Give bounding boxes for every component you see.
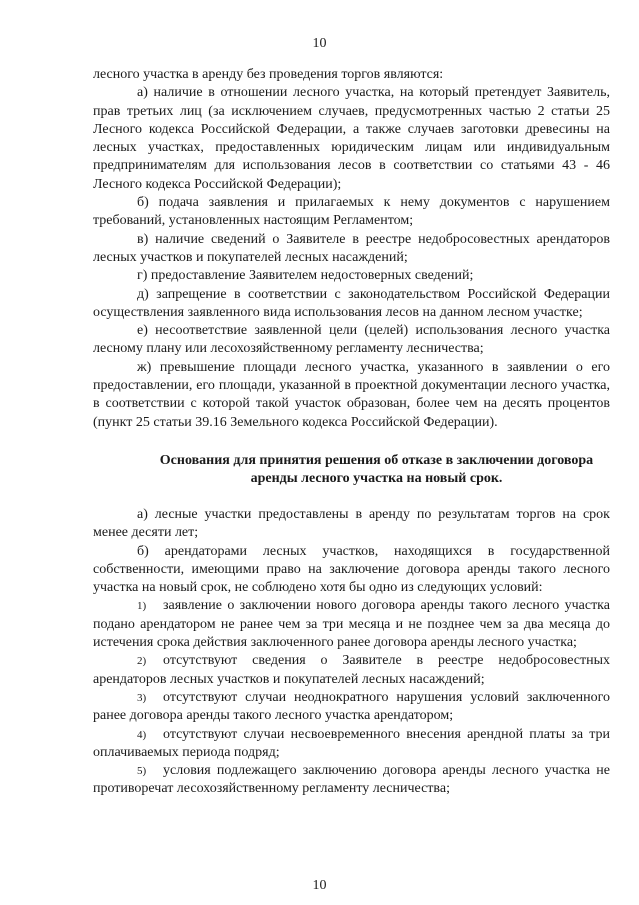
- item-text: отсутствуют случаи неоднократного нарушения условий заключенного ранее договора аренды такого лесного участка арендатором;: [93, 689, 610, 724]
- item-number: 1): [137, 600, 147, 613]
- paragraph-item-v: в) наличие сведений о Заявителе в реестре недобросовестных арендаторов лесных участков и покупателей лесных насаждений;: [93, 231, 610, 265]
- item-number: 2): [137, 655, 147, 668]
- paragraph-item-a: а) наличие в отношении лесного участка, на который претендует Заявитель, прав третьих лиц (за исключением случаев, предусмотренных частью 2 статьи 25 Лесного кодекса Российской Федерации, а также случаев заготовки древесины на лесных участках, предоставленных юридическим лицам или индивидуальным предпринимателям для использования лесов в соответствии со статьями 43 - 46 Лесного кодекса Российской Федерации);: [93, 85, 610, 192]
- paragraph-item-g: г) предоставление Заявителем недостоверных сведений;: [137, 268, 474, 284]
- numbered-item-1: [93, 597, 610, 652]
- numbered-item-3: [93, 689, 610, 726]
- item-text: заявление о заключении нового договора аренды такого лесного участка подано арендатором не ранее чем за три месяца и не позднее чем за два месяца до истечения срока действия заключенного ранее договора аренды лесного участка;: [93, 598, 610, 651]
- item-number: 4): [137, 728, 147, 741]
- page-number-top: 10: [312, 36, 327, 51]
- numbered-item-2: [93, 652, 610, 689]
- section-heading: Основания для принятия решения об отказе в заключении договора аренды лесного участка на новый срок.: [159, 452, 594, 486]
- page-number-bottom: 10: [312, 878, 327, 893]
- paragraph-item-a: а) лесные участки предоставлены в аренду по результатам торгов на срок менее десяти лет;: [93, 506, 610, 541]
- paragraph-item-e: е) несоответствие заявленной цели (целей) использования лесного участка лесному плану или лесохозяйственному регламенту лесничества;: [93, 323, 610, 357]
- item-number: 3): [137, 691, 147, 704]
- paragraph-item-b: б) подача заявления и прилагаемых к нему документов с нарушением требований, установленных настоящим Регламентом;: [93, 195, 610, 229]
- item-text: отсутствуют сведения о Заявителе в реестре недобросовестных арендаторов лесных участков и покупателей лесных насаждений;: [93, 653, 610, 687]
- numbered-item-5: [93, 762, 610, 799]
- paragraph: лесного участка в аренду без проведения торгов являются:: [93, 67, 444, 82]
- paragraph-item-d: д) запрещение в соответствии с законодательством Российской Федерации осуществления заявленного вида использования лесов на данном лесном участке;: [93, 286, 610, 320]
- numbered-item-4: [93, 726, 610, 763]
- item-text: условия подлежащего заключению договора аренды лесного участка не противоречат лесохозяйственному регламенту лесничества;: [93, 763, 610, 797]
- item-text: отсутствуют случаи несвоевременного внесения арендной платы за три оплачиваемых периода подряд;: [93, 726, 610, 760]
- document-body: [93, 66, 610, 799]
- paragraph-item-b: б) арендаторами лесных участков, находящихся в государственной собственности, имеющими право на заключение договора аренды такого лесного участка на новый срок, не соблюдено хотя бы одно из следующих условий:: [93, 543, 610, 596]
- item-number: 5): [137, 765, 147, 778]
- paragraph-item-zh: ж) превышение площади лесного участка, указанного в заявлении о его предоставлении, его площади, указанной в проектной документации лесного участка, в соответствии с которой такой участок образован, более чем на десять процентов (пункт 25 статьи 39.16 Земельного кодекса Российской Федерации).: [93, 359, 610, 430]
